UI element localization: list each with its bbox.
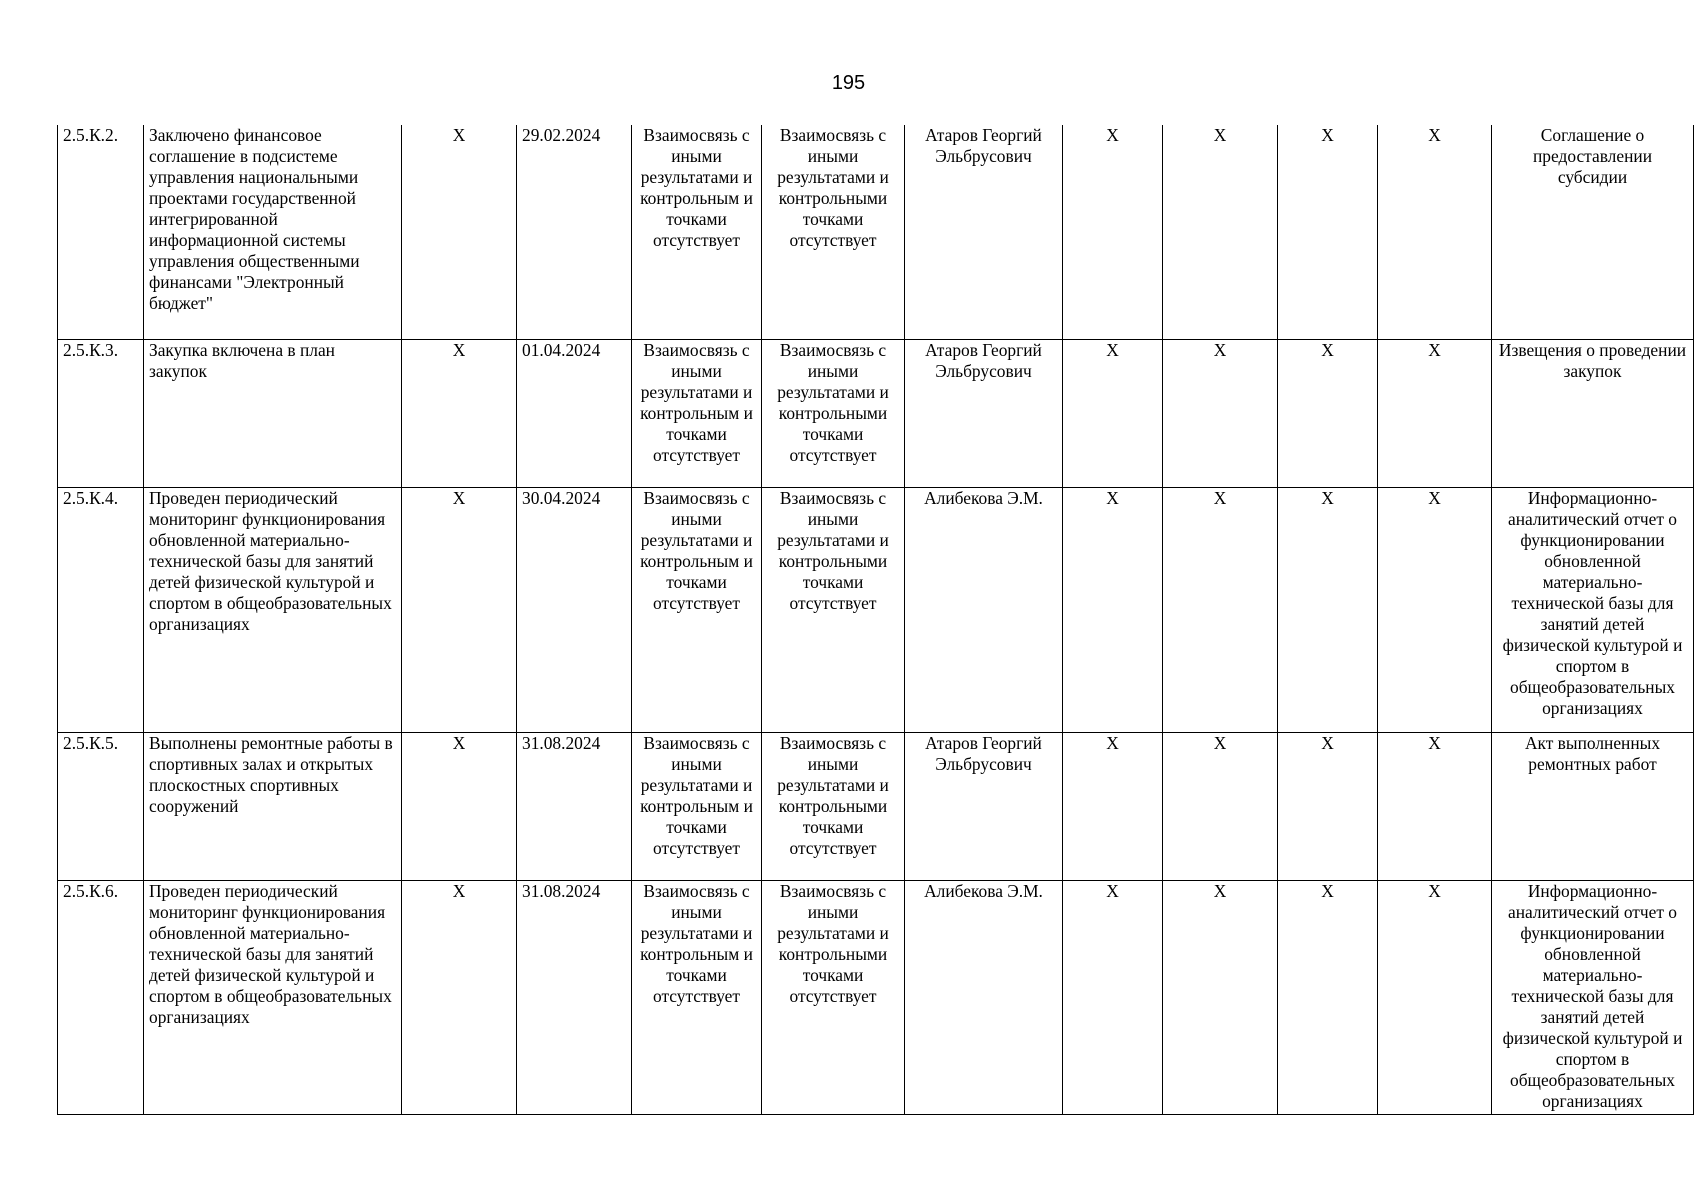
responsible-person: Атаров Георгий Эльбрусович xyxy=(905,125,1063,339)
table-row xyxy=(58,339,1694,487)
result-name: Заключено финансовое соглашение в подсистеме управления национальными проектами государственной интегрированной информационной системы управления общественными финансами "Электронный бюджет" xyxy=(144,125,402,339)
x-mark: X xyxy=(1163,487,1278,732)
x-mark: X xyxy=(1378,487,1492,732)
row-number: 2.5.К.3. xyxy=(58,339,144,487)
row-number: 2.5.К.2. xyxy=(58,125,144,339)
x-mark: X xyxy=(1063,487,1163,732)
due-date: 29.02.2024 xyxy=(517,125,632,339)
responsible-person: Атаров Георгий Эльбрусович xyxy=(905,732,1063,880)
control-points-table xyxy=(57,125,1694,1115)
x-mark: X xyxy=(1278,487,1378,732)
confirming-document: Информационно-аналитический отчет о функционировании обновленной материально-технической базы для занятий детей физической культурой и спортом в общеобразовательных организациях xyxy=(1492,880,1694,1114)
row-number: 2.5.К.6. xyxy=(58,880,144,1114)
due-date: 31.08.2024 xyxy=(517,880,632,1114)
x-mark: X xyxy=(1063,880,1163,1114)
linkage-results: Взаимосвязь с иными результатами и контрольным и точками отсутствует xyxy=(632,125,762,339)
table-row xyxy=(58,732,1694,880)
x-mark: X xyxy=(1163,339,1278,487)
table-row xyxy=(58,880,1694,1114)
x-mark: X xyxy=(402,125,517,339)
linkage-results: Взаимосвязь с иными результатами и контрольным и точками отсутствует xyxy=(632,339,762,487)
x-mark: X xyxy=(1278,339,1378,487)
linkage-control-points: Взаимосвязь с иными результатами и контрольными точками отсутствует xyxy=(762,125,905,339)
linkage-control-points: Взаимосвязь с иными результатами и контрольными точками отсутствует xyxy=(762,487,905,732)
linkage-control-points: Взаимосвязь с иными результатами и контрольными точками отсутствует xyxy=(762,339,905,487)
x-mark: X xyxy=(1278,880,1378,1114)
confirming-document: Извещения о проведении закупок xyxy=(1492,339,1694,487)
confirming-document: Акт выполненных ремонтных работ xyxy=(1492,732,1694,880)
row-number: 2.5.К.5. xyxy=(58,732,144,880)
linkage-control-points: Взаимосвязь с иными результатами и контрольными точками отсутствует xyxy=(762,732,905,880)
x-mark: X xyxy=(402,487,517,732)
x-mark: X xyxy=(1163,732,1278,880)
row-number: 2.5.К.4. xyxy=(58,487,144,732)
x-mark: X xyxy=(402,732,517,880)
linkage-results: Взаимосвязь с иными результатами и контрольным и точками отсутствует xyxy=(632,487,762,732)
x-mark: X xyxy=(1378,732,1492,880)
linkage-results: Взаимосвязь с иными результатами и контрольным и точками отсутствует xyxy=(632,732,762,880)
x-mark: X xyxy=(1378,125,1492,339)
linkage-control-points: Взаимосвязь с иными результатами и контрольными точками отсутствует xyxy=(762,880,905,1114)
table-row xyxy=(58,125,1694,339)
x-mark: X xyxy=(1163,125,1278,339)
result-name: Закупка включена в план закупок xyxy=(144,339,402,487)
x-mark: X xyxy=(1378,880,1492,1114)
due-date: 01.04.2024 xyxy=(517,339,632,487)
due-date: 31.08.2024 xyxy=(517,732,632,880)
table-row xyxy=(58,487,1694,732)
result-name: Проведен периодический мониторинг функционирования обновленной материально-технической базы для занятий детей физической культурой и спортом в общеобразовательных организациях xyxy=(144,487,402,732)
responsible-person: Алибекова Э.М. xyxy=(905,880,1063,1114)
confirming-document: Соглашение о предоставлении субсидии xyxy=(1492,125,1694,339)
x-mark: X xyxy=(1163,880,1278,1114)
table-body xyxy=(58,125,1694,1114)
x-mark: X xyxy=(1063,732,1163,880)
x-mark: X xyxy=(1378,339,1492,487)
result-name: Проведен периодический мониторинг функционирования обновленной материально-технической базы для занятий детей физической культурой и спортом в общеобразовательных организациях xyxy=(144,880,402,1114)
x-mark: X xyxy=(1063,125,1163,339)
responsible-person: Алибекова Э.М. xyxy=(905,487,1063,732)
x-mark: X xyxy=(1278,125,1378,339)
page-number: 195 xyxy=(831,72,866,94)
x-mark: X xyxy=(1063,339,1163,487)
result-name: Выполнены ремонтные работы в спортивных залах и открытых плоскостных спортивных сооружений xyxy=(144,732,402,880)
x-mark: X xyxy=(402,880,517,1114)
linkage-results: Взаимосвязь с иными результатами и контрольным и точками отсутствует xyxy=(632,880,762,1114)
confirming-document: Информационно-аналитический отчет о функционировании обновленной материально-технической базы для занятий детей физической культурой и спортом в общеобразовательных организациях xyxy=(1492,487,1694,732)
due-date: 30.04.2024 xyxy=(517,487,632,732)
responsible-person: Атаров Георгий Эльбрусович xyxy=(905,339,1063,487)
x-mark: X xyxy=(402,339,517,487)
x-mark: X xyxy=(1278,732,1378,880)
